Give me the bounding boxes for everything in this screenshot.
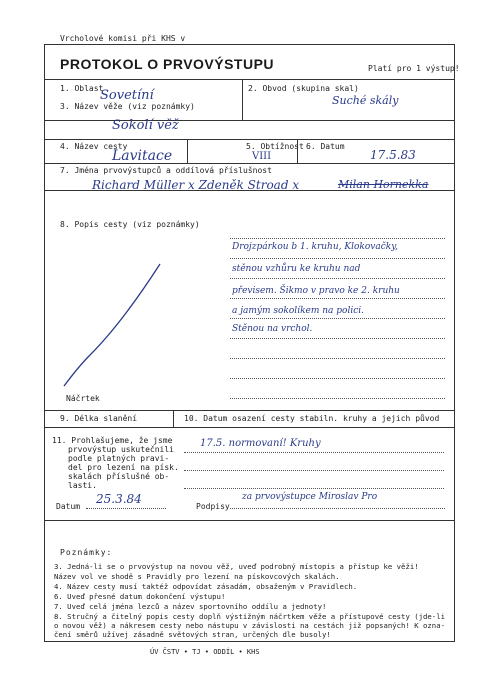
validity-note: Platí pro 1 výstup!: [368, 64, 460, 73]
route-sketch: [60, 260, 170, 390]
obvod-value: Suché skály: [332, 94, 399, 107]
osazeni-value: 17.5. normovaní! Kruhy: [200, 438, 321, 449]
note-line-7: o novou věž) a nákresem cesty nebo nástupu v závislosti na cestách již popsaných! K ozna-: [54, 621, 445, 630]
popis-line-4: a jamým sokolíkem na polici.: [232, 306, 364, 316]
datum2-value: 25.3.84: [96, 492, 142, 506]
note-line-1: 3. Jedná-li se o prvovýstup na novou věž, uveď podrobný místopis a přístup ke věži!: [54, 562, 419, 571]
vez-value: Sokolí věž: [112, 118, 179, 133]
prohlaseni-4: del pro lezení na písk.: [68, 463, 179, 472]
delka-label: 9. Délka slanění: [60, 414, 138, 423]
prohlaseni-1: 11. Prohlašujeme, že jsme: [52, 436, 173, 445]
obtiznost-value: VIII: [252, 151, 272, 162]
jmena-value: Richard Müller x Zdeněk Stroad x: [92, 178, 300, 192]
datum-label: 6. Datum: [306, 142, 345, 151]
signature: za prvovýstupce Miroslav Pro: [242, 492, 378, 502]
note-line-8: čení směrů užívej zásadně světových stran, určených dle busoly!: [54, 630, 331, 639]
note-line-4: 6. Uveď přesné datum dokončení výstupu!: [54, 592, 226, 601]
note-line-5: 7. Uveď celá jména lezců a název sportovního oddílu a jednoty!: [54, 602, 327, 611]
popis-line-5: Stěnou na vrchol.: [232, 324, 313, 334]
org-line: Vrcholové komisi při KHS v: [60, 34, 186, 43]
note-line-2: Název vol ve shodě s Pravidly pro lezení na pískovcových skalách.: [54, 572, 340, 581]
prohlaseni-3: podle platných pravi-: [68, 454, 170, 463]
obtiznost-label: 5. Obtížnost: [246, 142, 304, 151]
cesta-label: 4. Název cesty: [60, 142, 128, 151]
notes-title: Poznámky:: [60, 548, 113, 557]
vez-label: 3. Název věže (viz poznámky): [60, 102, 195, 111]
popis-line-2: stěnou vzhůru ke kruhu nad: [232, 264, 361, 274]
jmena-struck: Milan Hornekka: [338, 178, 429, 191]
obvod-label: 2. Obvod (skupina skal): [248, 84, 359, 93]
popis-line-1: Drojzpárkou b 1. kruhu, Klokovačky,: [232, 242, 398, 252]
nacrtek-label: Náčrtek: [66, 394, 100, 403]
form-footer: ÚV ČSTV • TJ • ODDÍL • KHS: [150, 648, 260, 656]
datum2-label: Datum: [56, 502, 81, 511]
note-line-3: 4. Název cesty musí taktéž odpovídat zásadám, obsaženým v Pravidlech.: [54, 582, 358, 591]
datum-value: 17.5.83: [370, 148, 416, 162]
podpisy-label: Podpisy: [196, 502, 230, 511]
form-title: PROTOKOL O PRVOVÝSTUPU: [60, 56, 275, 72]
popis-line-3: převisem. Šikmo v pravo ke 2. kruhu: [232, 286, 400, 296]
cesta-value: Lavitace: [112, 148, 173, 164]
prohlaseni-5: skalách příslušné ob-: [68, 472, 170, 481]
note-line-6: 8. Stručný a čitelný popis cesty doplň výstižným náčrtkem věže a přístupové cesty (jde-li: [54, 612, 445, 621]
prohlaseni-2: prvovýstup uskutečnili: [68, 445, 174, 454]
oblast-label: 1. Oblast: [60, 84, 104, 93]
popis-label: 8. Popis cesty (viz poznámky): [60, 220, 200, 229]
prohlaseni-6: lasti.: [68, 481, 97, 490]
osazeni-label: 10. Datum osazení cesty stabiln. kruhy a jejich původ: [184, 414, 440, 423]
oblast-value: Sovetíní: [100, 88, 154, 103]
jmena-label: 7. Jména prvovýstupců a oddílová příslušnost: [60, 166, 272, 175]
